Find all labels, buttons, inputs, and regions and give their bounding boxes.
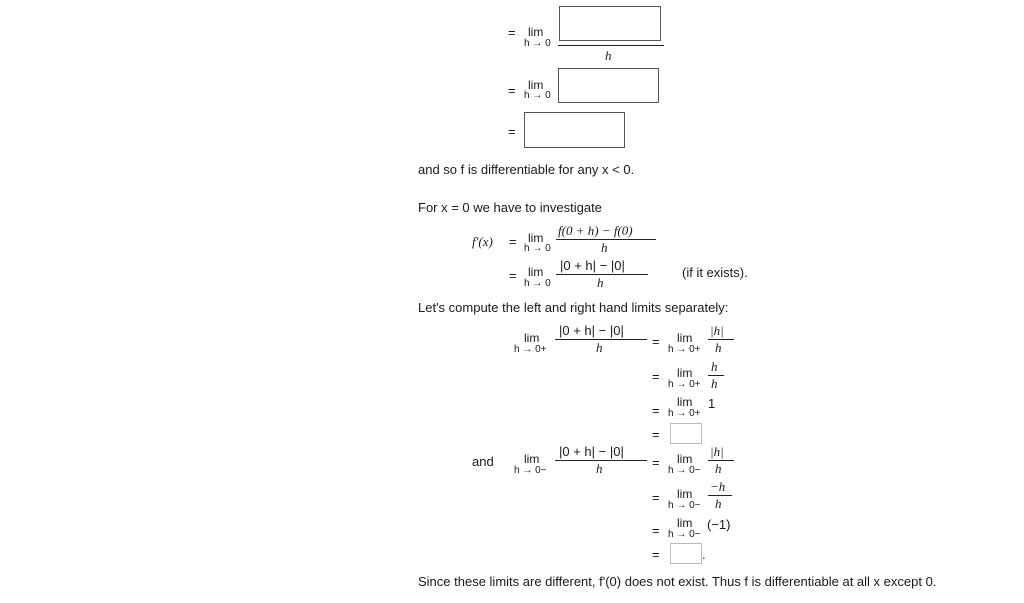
- denominator-h: h: [715, 496, 722, 511]
- investigate-text: For x = 0 we have to investigate: [418, 200, 602, 215]
- lim-label: lim: [677, 331, 693, 345]
- lim-subscript: h → 0−: [514, 465, 547, 476]
- simplified-answer-input[interactable]: [558, 68, 659, 103]
- lim-label: lim: [677, 366, 693, 380]
- denominator-h: h: [601, 240, 608, 255]
- lim-subscript: h → 0−: [668, 500, 701, 511]
- left-right-limits-text: Let's compute the left and right hand limits separately:: [418, 300, 729, 315]
- and-label: and: [472, 454, 494, 469]
- lim-label: lim: [528, 231, 544, 245]
- if-exists-text: (if it exists).: [682, 265, 748, 280]
- constant-neg-one: (−1): [707, 517, 731, 532]
- equals-sign: =: [652, 523, 660, 538]
- lim-label: lim: [528, 265, 544, 279]
- lim-subscript: h → 0: [524, 90, 551, 101]
- equals-sign: =: [652, 490, 660, 505]
- denominator-h: h: [711, 376, 718, 391]
- lim-label: lim: [677, 395, 693, 409]
- equals-sign: =: [508, 25, 516, 40]
- lim-subscript: h → 0: [524, 278, 551, 289]
- abs-difference-numerator: |0 + h| − |0|: [560, 258, 625, 273]
- conclusion-text: Since these limits are different, f'(0) does not exist. Thus f is differentiable at all x except 0.: [418, 574, 937, 589]
- right-limit-answer-input[interactable]: [670, 423, 702, 444]
- abs-difference-numerator: |0 + h| − |0|: [559, 323, 624, 338]
- lim-subscript: h → 0: [524, 38, 551, 49]
- period: .: [702, 547, 706, 562]
- lim-label: lim: [524, 452, 540, 466]
- equals-sign: =: [652, 403, 660, 418]
- denominator-h: h: [605, 48, 612, 63]
- equals-sign: =: [652, 547, 660, 562]
- lim-label: lim: [528, 78, 544, 92]
- denominator-h: h: [596, 340, 603, 355]
- numerator-answer-input[interactable]: [559, 6, 661, 41]
- h-numerator: h: [711, 359, 718, 374]
- abs-h-numerator: |h|: [710, 444, 724, 459]
- equals-sign: =: [652, 455, 660, 470]
- lim-label: lim: [677, 516, 693, 530]
- equals-sign: =: [652, 369, 660, 384]
- lim-label: lim: [677, 452, 693, 466]
- neg-h-numerator: −h: [710, 479, 726, 494]
- final-answer-input[interactable]: [524, 112, 625, 148]
- lim-subscript: h → 0+: [668, 344, 701, 355]
- lim-subscript: h → 0−: [668, 529, 701, 540]
- equals-sign: =: [509, 268, 517, 283]
- lim-subscript: h → 0+: [668, 379, 701, 390]
- lim-subscript: h → 0: [524, 243, 551, 254]
- lim-subscript: h → 0+: [514, 344, 547, 355]
- f-prime-x: f'(x): [472, 234, 493, 249]
- denominator-h: h: [715, 340, 722, 355]
- equals-sign: =: [508, 124, 516, 139]
- difference-quotient-numerator: f(0 + h) − f(0): [558, 223, 633, 238]
- denominator-h: h: [715, 461, 722, 476]
- abs-h-numerator: |h|: [710, 323, 724, 338]
- left-limit-answer-input[interactable]: [670, 543, 702, 564]
- fraction-bar: [558, 45, 664, 46]
- lim-label: lim: [524, 331, 540, 345]
- abs-difference-numerator: |0 + h| − |0|: [559, 444, 624, 459]
- denominator-h: h: [596, 461, 603, 476]
- differentiable-any-x-text: and so f is differentiable for any x < 0.: [418, 162, 635, 177]
- lim-subscript: h → 0−: [668, 465, 701, 476]
- equals-sign: =: [652, 427, 660, 442]
- lim-label: lim: [528, 25, 544, 39]
- lim-label: lim: [677, 487, 693, 501]
- equals-sign: =: [509, 234, 517, 249]
- constant-one: 1: [708, 396, 716, 411]
- equals-sign: =: [652, 334, 660, 349]
- lim-subscript: h → 0+: [668, 408, 701, 419]
- denominator-h: h: [597, 275, 604, 290]
- equals-sign: =: [508, 83, 516, 98]
